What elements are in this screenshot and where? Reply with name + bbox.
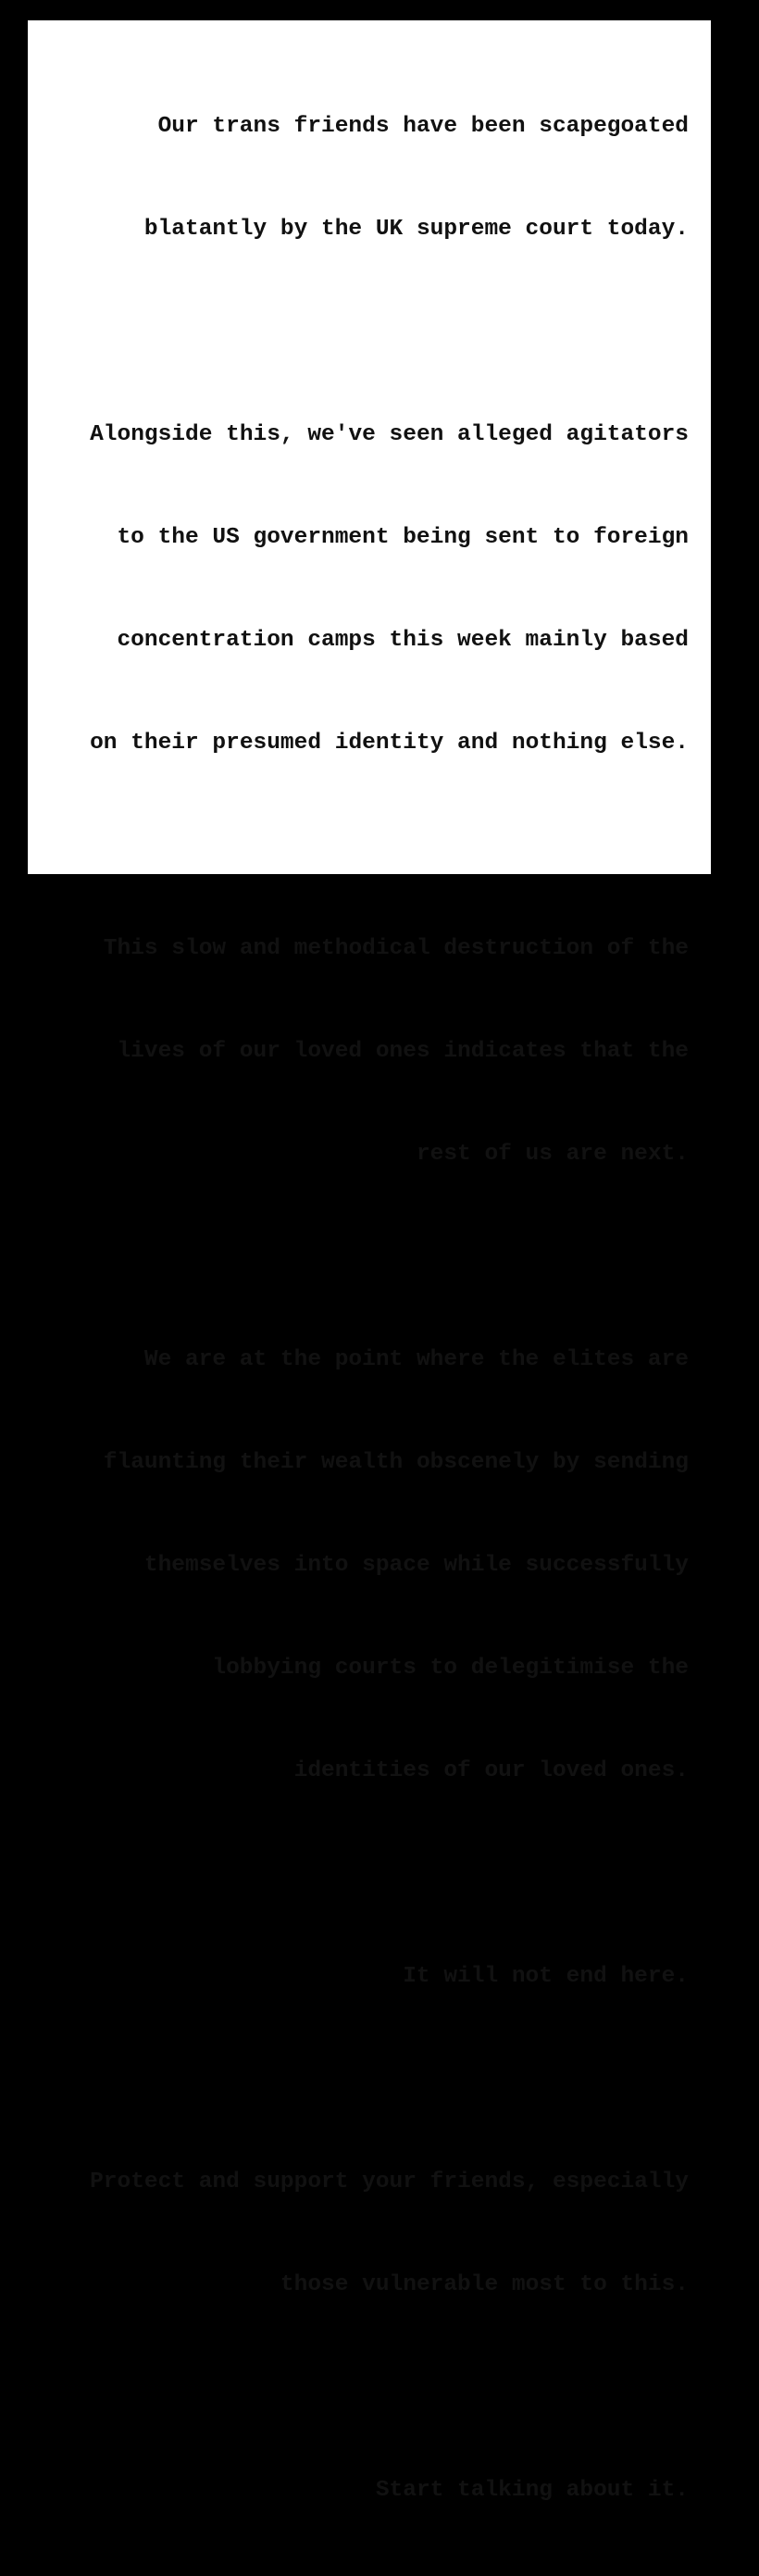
- paragraph-not-end: [50, 1891, 689, 2062]
- paragraph-alongside: [50, 349, 689, 829]
- text-line: themselves into space while successfully: [143, 1553, 689, 1578]
- text-line: lives of our loved ones indicates that the: [117, 1039, 689, 1064]
- text-line: identities of our loved ones.: [293, 1758, 689, 1783]
- document-page: [28, 20, 711, 2503]
- paragraph-protect: [50, 2096, 689, 2370]
- text-line: Alongside this, we've seen alleged agitators: [90, 422, 689, 447]
- text-line: on their presumed identity and nothing else.: [90, 731, 689, 756]
- text-line: concentration camps this week mainly based: [117, 628, 689, 653]
- text-line: lobbying courts to delegitimise the: [212, 1656, 689, 1681]
- text-line: Our trans friends have been scapegoated: [157, 114, 689, 139]
- text-line: This slow and methodical destruction of the: [103, 936, 689, 961]
- paragraph-start-talking: [50, 2405, 689, 2576]
- paragraph-trans-friends: [50, 41, 689, 315]
- text-line: Start talking about it.: [375, 2478, 689, 2503]
- text-line: those vulnerable most to this.: [280, 2272, 689, 2297]
- text-line: rest of us are next.: [416, 1142, 689, 1167]
- paragraph-destruction: [50, 863, 689, 1240]
- text-line: flaunting their wealth obscenely by sending: [103, 1450, 689, 1475]
- text-line: to the US government being sent to foreign: [117, 525, 689, 550]
- paragraph-elites: [50, 1274, 689, 1857]
- text-line: blatantly by the UK supreme court today.: [143, 217, 689, 242]
- text-line: Protect and support your friends, especially: [90, 2170, 689, 2195]
- text-line: It will not end here.: [403, 1964, 689, 1989]
- text-line: We are at the point where the elites are: [143, 1347, 689, 1372]
